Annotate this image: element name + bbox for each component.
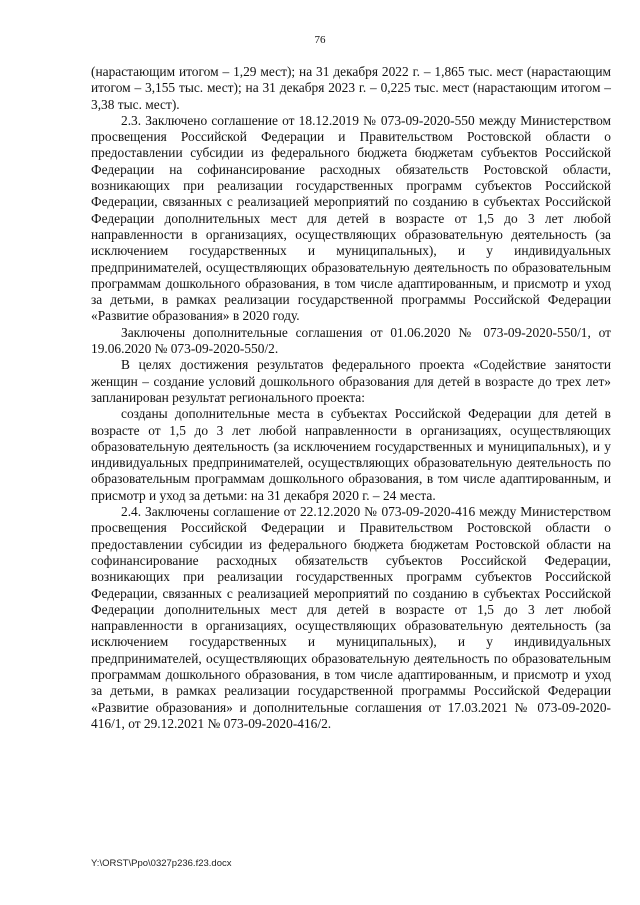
- document-body: [91, 64, 611, 732]
- paragraph-continuation: (нарастающим итогом – 1,29 мест); на 31 декабря 2022 г. – 1,865 тыс. мест (нарастающим итогом – 3,155 тыс. мест); на 31 декабря 2023 г. – 0,225 тыс. мест (нарастающим итогом – 3,38 тыс. мест).: [91, 64, 611, 112]
- file-path-footer: Y:\ORST\Ppo\0327p236.f23.docx: [91, 858, 232, 869]
- paragraph-federal-project: В целях достижения результатов федерального проекта «Содействие занятости женщин – создание условий дошкольного образования для детей в возрасте до трех лет» запланирован результат регионального проекта:: [91, 357, 611, 405]
- page-number: 76: [314, 34, 326, 46]
- paragraph-2-3: 2.3. Заключено соглашение от 18.12.2019 № 073-09-2020-550 между Министерством просвещения Российской Федерации и Правительством Ростовской области о предоставлении субсидии из федерального бюджета бюджетам субъектов Российской Федерации на софинансирование расходных обязательств Ростовской области, возникающих при реализации государственных программ субъектов Российской Федерации, связанных с реализацией мероприятий по созданию в субъектах Российской Федерации дополнительных мест для детей в возрасте от 1,5 до 3 лет любой направленности в организациях, осуществляющих образовательную деятельность (за исключением государственных и муниципальных), и у индивидуальных предпринимателей, осуществляющих образовательную деятельность по образовательным программам дошкольного образования, в том числе адаптированным, и присмотр и уход за детьми, в рамках реализации государственной программы Российской Федерации «Развитие образования» в 2020 году.: [91, 112, 611, 324]
- paragraph-result: созданы дополнительные места в субъектах Российской Федерации для детей в возрасте от 1,5 до 3 лет любой направленности в организациях, осуществляющих образовательную деятельность (за исключением государственных и муниципальных), и у индивидуальных предпринимателей, осуществляющих образовательную деятельность по образовательным программам дошкольного образования, в том числе адаптированным, и присмотр и уход за детьми: на 31 декабря 2020 г. – 24 места.: [91, 406, 611, 503]
- paragraph-additional-agreements: Заключены дополнительные соглашения от 01.06.2020 № 073-09-2020-550/1, от 19.06.2020 № 073-09-2020-550/2.: [91, 324, 611, 357]
- paragraph-2-4: 2.4. Заключены соглашение от 22.12.2020 № 073-09-2020-416 между Министерством просвещения Российской Федерации и Правительством Ростовской области о предоставлении субсидии из федерального бюджета бюджетам Ростовской области на софинансирование расходных обязательств субъектов Российской Федерации, возникающих при реализации государственных программ субъектов Российской Федерации, связанных с реализацией мероприятий по созданию в субъектах Российской Федерации дополнительных мест для детей в возрасте от 1,5 до 3 лет любой направленности в организациях, осуществляющих образовательную деятельность (за исключением государственных и муниципальных), и у индивидуальных предпринимателей, осуществляющих образовательную деятельность по образовательным программам дошкольного образования, в том числе адаптированным, и присмотр и уход за детьми, в рамках реализации государственной программы Российской Федерации «Развитие образования» и дополнительные соглашения от 17.03.2021 № 073-09-2020-416/1, от 29.12.2021 № 073-09-2020-416/2.: [91, 504, 611, 731]
